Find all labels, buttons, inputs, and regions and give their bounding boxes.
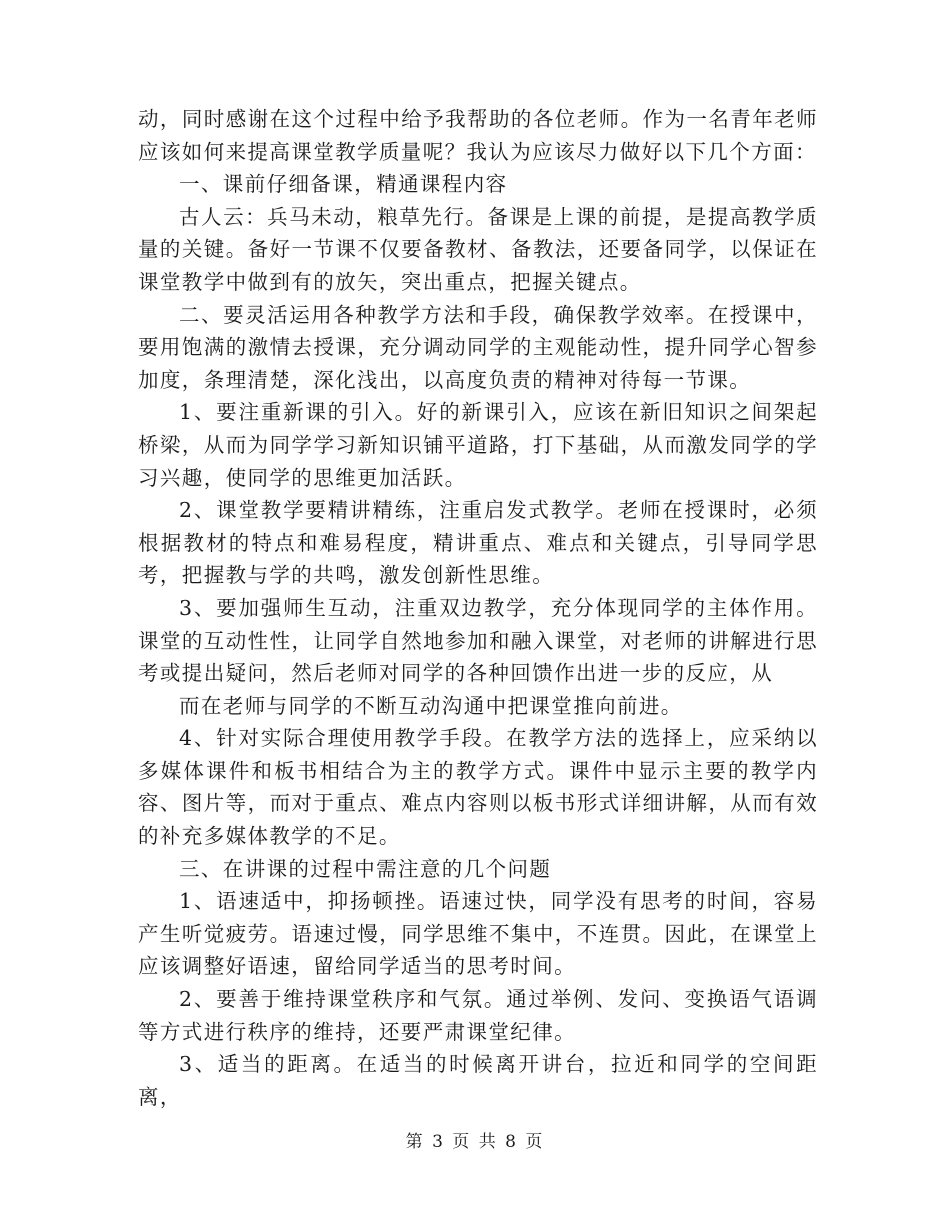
paragraph-2: 古人云：兵马未动，粮草先行。备课是上课的前提，是提高教学质量的关键。备好一节课不仅要备教材、备教法，还要备同学，以保证在课堂教学中做到有的放矢，突出重点，把握关键点。 xyxy=(138,204,818,294)
list-item-2-1: 1、要注重新课的引入。好的新课引入，应该在新旧知识之间架起桥梁，从而为同学学习新知识铺平道路，打下基础，从而激发同学的学习兴趣，使同学的思维更加活跃。 xyxy=(138,400,818,490)
list-item-2-3-continued: 而在老师与同学的不断互动沟通中把课堂推向前进。 xyxy=(179,693,683,718)
list-item-2-4: 4、针对实际合理使用教学手段。在教学方法的选择上，应采纳以多媒体课件和板书相结合为主的教学方式。课件中显示主要的教学内容、图片等，而对于重点、难点内容则以板书形式详细讲解，从而有效的补充多媒体教学的不足。 xyxy=(138,726,818,849)
section-heading-2: 二、要灵活运用各种教学方法和手段，确保教学效率。在授课中，要用饱满的激情去授课，充分调动同学的主观能动性，提升同学心智参加度，条理清楚，深化浅出，以高度负责的精神对待每一节课。 xyxy=(138,302,818,392)
list-item-3-3: 3、适当的距离。在适当的时候离开讲台，拉近和同学的空间距离， xyxy=(138,1052,818,1109)
list-item-3-2: 2、要善于维持课堂秩序和气氛。通过举例、发问、变换语气语调等方式进行秩序的维持，还要严肃课堂纪律。 xyxy=(138,987,818,1044)
section-heading-3: 三、在讲课的过程中需注意的几个问题 xyxy=(179,856,552,881)
section-heading-1: 一、课前仔细备课，精通课程内容 xyxy=(179,172,508,197)
list-item-2-3: 3、要加强师生互动，注重双边教学，充分体现同学的主体作用。课堂的互动性性，让同学自然地参加和融入课堂，对老师的讲解进行思考或提出疑问，然后老师对同学的各种回馈作出进一步的反应，从 xyxy=(138,595,818,686)
list-item-2-2: 2、课堂教学要精讲精练，注重启发式教学。老师在授课时，必须根据教材的特点和难易程度，精讲重点、难点和关键点，引导同学思考，把握教与学的共鸣，激发创新性思维。 xyxy=(138,498,818,588)
page-number-footer: 第 3 页 共 8 页 xyxy=(405,1132,545,1152)
document-body xyxy=(138,103,818,1113)
list-item-3-1: 1、语速适中，抑扬顿挫。语速过快，同学没有思考的时间，容易产生听觉疲劳。语速过慢，同学思维不集中，不连贯。因此，在课堂上应该调整好语速，留给同学适当的思考时间。 xyxy=(138,889,818,979)
paragraph-1: 动，同时感谢在这个过程中给予我帮助的各位老师。作为一名青年老师应该如何来提高课堂教学质量呢？我认为应该尽力做好以下几个方面： xyxy=(138,107,818,164)
